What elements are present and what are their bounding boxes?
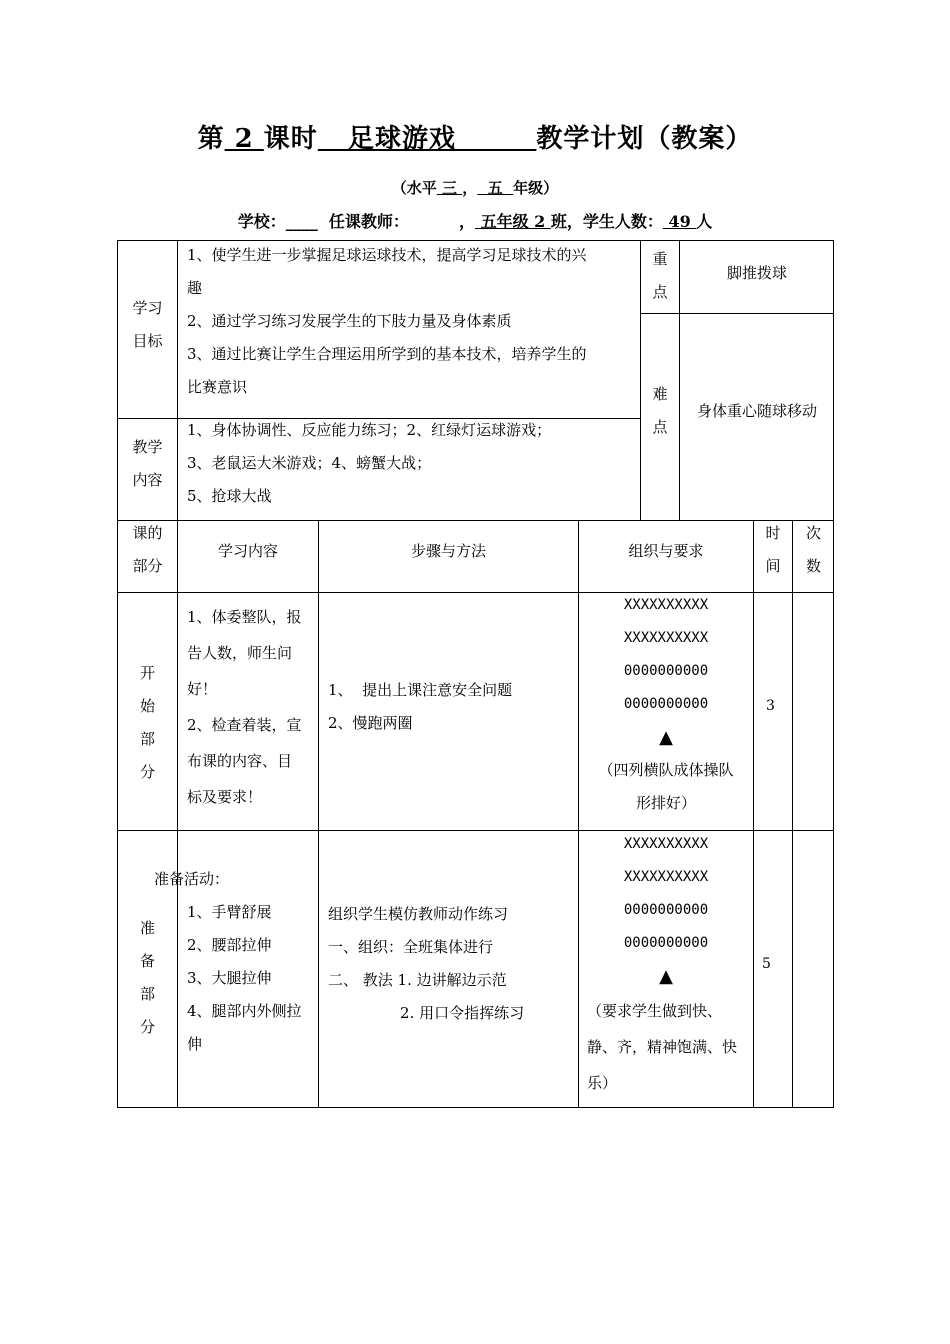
section-prep-learn: 1、手臂舒展 2、腰部拉伸 3、大腿拉伸 4、腿部内外侧拉 伸 bbox=[187, 903, 302, 1053]
section-start-steps: 1、 提出上课注意安全问题 2、慢跑两圈 bbox=[328, 681, 513, 732]
grade-value: 五 bbox=[477, 179, 514, 197]
formation-row: XXXXXXXXXX bbox=[623, 869, 709, 885]
section-start-part: 开始部分 bbox=[139, 664, 155, 781]
header-steps: 步骤与方法 bbox=[410, 542, 486, 560]
header-part: 课的部分 bbox=[132, 524, 163, 575]
goals-text: 1、使学生进一步掌握足球运球技术，提高学习足球技术的兴 趣 2、通过学习练习发展学生的下肢力量及身体素质 3、通过比赛让学生合理运用所学到的基本技术，培养学生的 比赛意识 bbox=[187, 246, 587, 396]
school-blank: ____ bbox=[285, 212, 318, 231]
level-line: （水平 三 ， 五 年级） bbox=[391, 179, 559, 197]
formation-row: XXXXXXXXXX bbox=[623, 630, 709, 646]
goals-label: 学习目标 bbox=[132, 299, 163, 350]
content-label: 教学内容 bbox=[132, 438, 163, 489]
section-start-learn: 1、体委整队，报 告人数，师生问 好！ 2、检查着装，宣 布课的内容、目 标及要求！ bbox=[187, 608, 302, 806]
section-prep-steps: 组织学生模仿教师动作练习 一、组织：全班集体进行 二、 教法 1. 边讲解边示范 2. 用口令指挥练习 bbox=[328, 905, 525, 1022]
formation-row: XXXXXXXXXX bbox=[623, 836, 709, 852]
header-learn: 学习内容 bbox=[217, 542, 278, 560]
formation-row: 0000000000 bbox=[623, 696, 709, 712]
key-point-label: 重点 bbox=[652, 250, 668, 301]
header-org: 组织与要求 bbox=[628, 542, 704, 560]
teacher-triangle-icon: ▲ bbox=[659, 727, 673, 748]
header-time: 时间 bbox=[765, 524, 781, 575]
page-title bbox=[0, 118, 950, 155]
section-prep-part: 准备部分 bbox=[139, 919, 155, 1036]
title-prefix: 第 bbox=[197, 124, 225, 154]
section-start-org: XXXXXXXXXX XXXXXXXXXX 0000000000 0000000000 ▲ （四列横队成体操队 形排好） bbox=[579, 589, 753, 820]
section-prep-org: XXXXXXXXXX XXXXXXXXXX 0000000000 0000000000 ▲ （要求学生做到快、 静、齐，精神饱满、快 乐） bbox=[579, 828, 753, 1101]
lesson-topic: 足球游戏 bbox=[317, 124, 537, 154]
content-text: 1、身体协调性、反应能力练习；2、红绿灯运球游戏； 3、老鼠运大米游戏；4、螃蟹大战； 5、抢球大战 bbox=[187, 421, 552, 505]
formation-row: 0000000000 bbox=[623, 935, 709, 951]
formation-row: 0000000000 bbox=[623, 663, 709, 679]
formation-row: 0000000000 bbox=[623, 902, 709, 918]
title-mid: 课时 bbox=[263, 124, 318, 154]
level-value: 三 bbox=[436, 179, 463, 197]
lesson-number: 2 bbox=[224, 124, 264, 154]
teacher-triangle-icon: ▲ bbox=[659, 966, 673, 987]
section-prep-sublabel: 准备活动： bbox=[154, 870, 230, 888]
formation-row: XXXXXXXXXX bbox=[623, 597, 709, 613]
difficulty-label: 难点 bbox=[652, 385, 668, 436]
student-count: 49 bbox=[662, 212, 697, 231]
title-suffix: 教学计划（教案） bbox=[536, 124, 753, 154]
header-count: 次数 bbox=[805, 524, 821, 575]
class-value: 五年级 2 bbox=[475, 212, 551, 231]
difficulty-value: 身体重心随球移动 bbox=[696, 402, 817, 420]
key-point-value: 脚推拨球 bbox=[726, 264, 787, 282]
section-prep-time: 5 bbox=[762, 956, 771, 972]
section-start-time: 3 bbox=[766, 698, 775, 714]
info-line: 学校：____ 任课教师： ， 五年级 2 班，学生人数： 49 人 bbox=[237, 212, 713, 231]
